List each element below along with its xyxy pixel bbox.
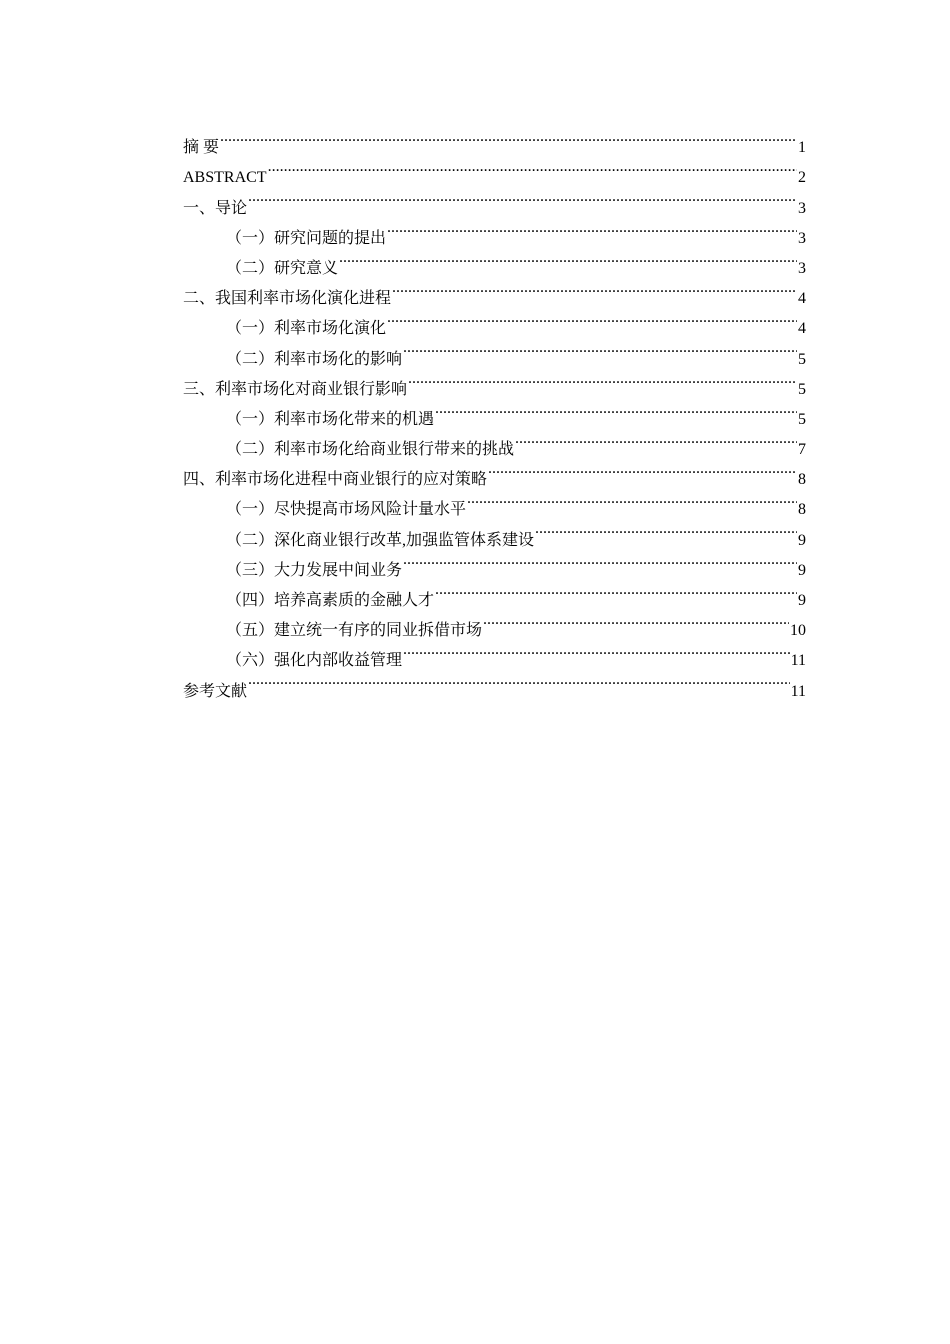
toc-entry-label: （二）深化商业银行改革,加强监管体系建设 bbox=[226, 531, 535, 549]
toc-entry-page: 1 bbox=[798, 139, 806, 157]
toc-dot-leader bbox=[403, 635, 790, 665]
toc-dot-leader bbox=[535, 514, 797, 544]
toc-entry-page: 2 bbox=[798, 169, 806, 187]
toc-entry-page: 11 bbox=[790, 652, 806, 670]
toc-entry-page: 8 bbox=[798, 501, 806, 519]
toc-entry-label: （二）研究意义 bbox=[226, 259, 339, 277]
toc-entry-references[interactable] bbox=[183, 665, 806, 700]
toc-entry-page: 3 bbox=[798, 229, 806, 247]
toc-entry-label: （一）研究问题的提出 bbox=[226, 229, 387, 247]
toc-entry-label: 四、利率市场化进程中商业银行的应对策略 bbox=[183, 471, 488, 489]
toc-entry-label: （二）利率市场化的影响 bbox=[226, 350, 403, 368]
toc-entry-page: 4 bbox=[798, 320, 806, 338]
toc-entry-page: 3 bbox=[798, 259, 806, 277]
toc-entry-label: 摘 要 bbox=[183, 139, 220, 157]
toc-entry-label: （六）强化内部收益管理 bbox=[226, 652, 403, 670]
toc-entry-abstract-cn[interactable] bbox=[183, 122, 806, 157]
toc-entry-label: 三、利率市场化对商业银行影响 bbox=[183, 380, 408, 398]
toc-entry-page: 7 bbox=[798, 441, 806, 459]
toc-entry-page: 5 bbox=[798, 350, 806, 368]
toc-entry-label: （三）大力发展中间业务 bbox=[226, 561, 403, 579]
toc-dot-leader bbox=[403, 545, 797, 575]
toc-entry-label: 二、我国利率市场化演化进程 bbox=[183, 290, 392, 308]
toc-entry-label: ABSTRACT bbox=[183, 169, 267, 187]
toc-dot-leader bbox=[392, 273, 797, 303]
toc-entry-abstract-en[interactable] bbox=[183, 152, 806, 187]
toc-entry-label: （一）利率市场化演化 bbox=[226, 320, 387, 338]
toc-entry-label: （一）利率市场化带来的机遇 bbox=[226, 410, 435, 428]
table-of-contents bbox=[183, 122, 806, 700]
toc-dot-leader bbox=[387, 213, 797, 243]
toc-entry-page: 5 bbox=[798, 380, 806, 398]
toc-dot-leader bbox=[248, 665, 790, 695]
toc-entry-page: 8 bbox=[798, 471, 806, 489]
toc-dot-leader bbox=[483, 605, 789, 635]
toc-entry-page: 5 bbox=[798, 410, 806, 428]
toc-dot-leader bbox=[435, 575, 797, 605]
toc-entry-label: （一）尽快提高市场风险计量水平 bbox=[226, 501, 467, 519]
toc-entry-page: 9 bbox=[798, 592, 806, 609]
toc-entry-page: 11 bbox=[790, 682, 806, 700]
toc-dot-leader bbox=[387, 303, 797, 333]
toc-entry-label: （二）利率市场化给商业银行带来的挑战 bbox=[226, 441, 515, 459]
toc-entry-section-1-1[interactable] bbox=[183, 213, 806, 247]
toc-entry-page: 4 bbox=[798, 290, 806, 308]
toc-entry-page: 9 bbox=[798, 531, 806, 549]
toc-entry-label: （五）建立统一有序的同业拆借市场 bbox=[226, 622, 483, 640]
toc-dot-leader bbox=[488, 454, 797, 484]
toc-dot-leader bbox=[408, 364, 797, 394]
toc-entry-page: 3 bbox=[798, 199, 806, 217]
toc-entry-page: 9 bbox=[798, 561, 806, 579]
toc-dot-leader bbox=[268, 152, 797, 182]
toc-dot-leader bbox=[403, 333, 797, 363]
toc-entry-label: 一、导论 bbox=[183, 199, 248, 217]
toc-dot-leader bbox=[435, 394, 797, 424]
toc-entry-page: 10 bbox=[790, 622, 806, 640]
toc-entry-label: （四）培养高素质的金融人才 bbox=[226, 592, 435, 609]
toc-dot-leader bbox=[248, 182, 797, 212]
toc-dot-leader bbox=[339, 243, 797, 273]
toc-dot-leader bbox=[467, 484, 797, 514]
toc-dot-leader bbox=[220, 122, 797, 152]
toc-entry-label: 参考文献 bbox=[183, 682, 248, 700]
toc-dot-leader bbox=[515, 424, 797, 454]
toc-entry-chapter-1[interactable] bbox=[183, 182, 806, 217]
